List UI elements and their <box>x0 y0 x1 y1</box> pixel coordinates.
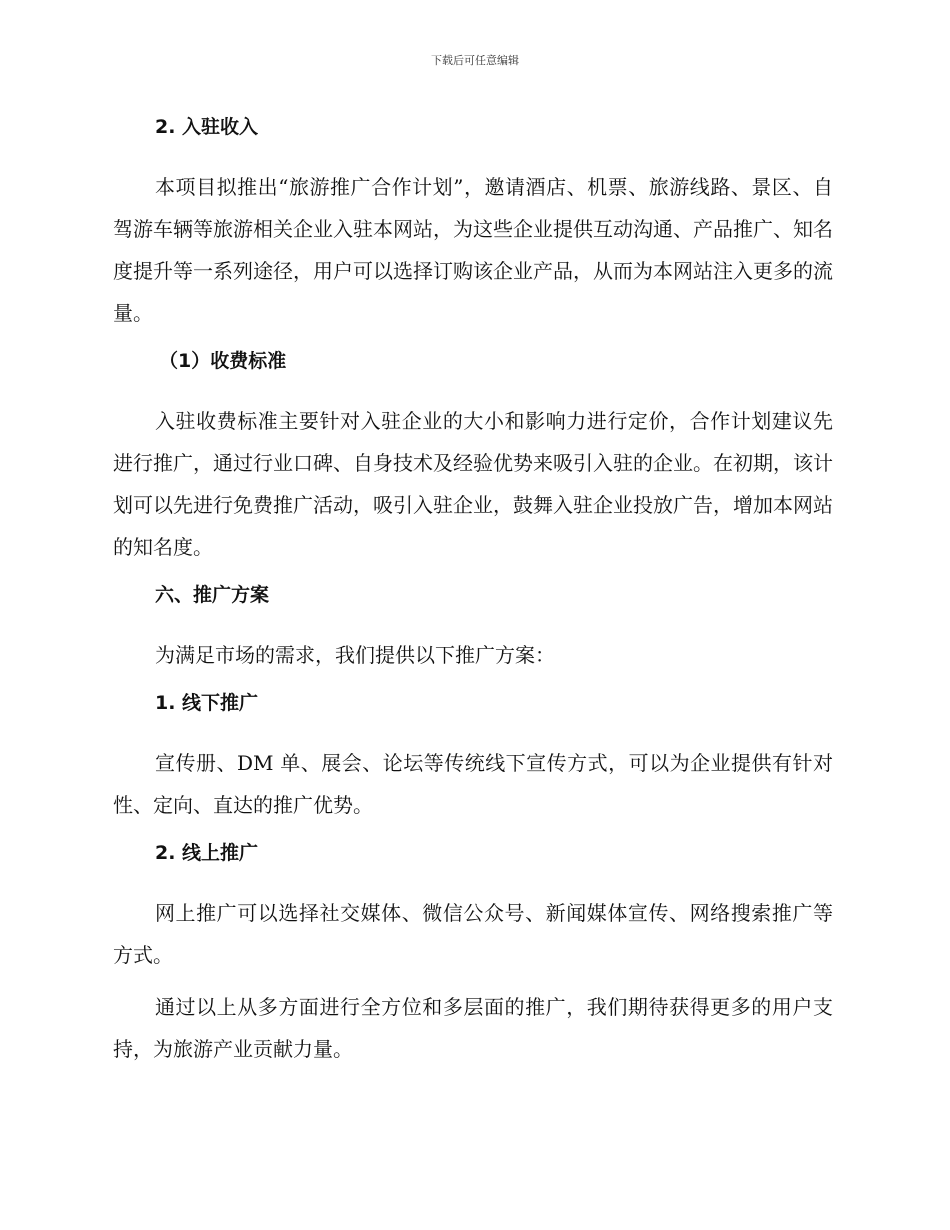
paragraph-offline-promotion: 宣传册、DM 单、展会、论坛等传统线下宣传方式，可以为企业提供有针对性、定向、直达的推广优势。 <box>113 751 833 817</box>
paragraph-entry-income: 本项目拟推出“旅游推广合作计划”，邀请酒店、机票、旅游线路、景区、自驾游车辆等旅游相关企业入驻本网站，为这些企业提供互动沟通、产品推广、知名度提升等一系列途径，用户可以选择订购该企业产品，从而为本网站注入更多的流量。 <box>113 175 833 325</box>
paragraph-fee-standard: 入驻收费标准主要针对入驻企业的大小和影响力进行定价，合作计划建议先进行推广，通过行业口碑、自身技术及经验优势来吸引入驻的企业。在初期，该计划可以先进行免费推广活动，吸引入驻企业，鼓舞入驻企业投放广告，增加本网站的知名度。 <box>113 409 833 559</box>
paragraph-promotion-plan: 为满足市场的需求，我们提供以下推广方案： <box>155 643 555 667</box>
paragraph-online-promotion: 网上推广可以选择社交媒体、微信公众号、新闻媒体宣传、网络搜索推广等方式。 <box>113 901 833 967</box>
section-heading-online-promotion: 2. 线上推广 <box>155 842 259 864</box>
document-body <box>113 112 833 1070</box>
section-heading-entry-income: 2. 入驻收入 <box>155 116 259 138</box>
section-heading-fee-standard: （1）收费标准 <box>159 350 287 372</box>
page-header: 下载后可任意编辑 <box>431 54 519 67</box>
section-heading-promotion-plan: 六、推广方案 <box>155 584 270 606</box>
paragraph-conclusion: 通过以上从多方面进行全方位和多层面的推广，我们期待获得更多的用户支持，为旅游产业贡献力量。 <box>113 995 833 1061</box>
section-heading-offline-promotion: 1. 线下推广 <box>155 692 259 714</box>
